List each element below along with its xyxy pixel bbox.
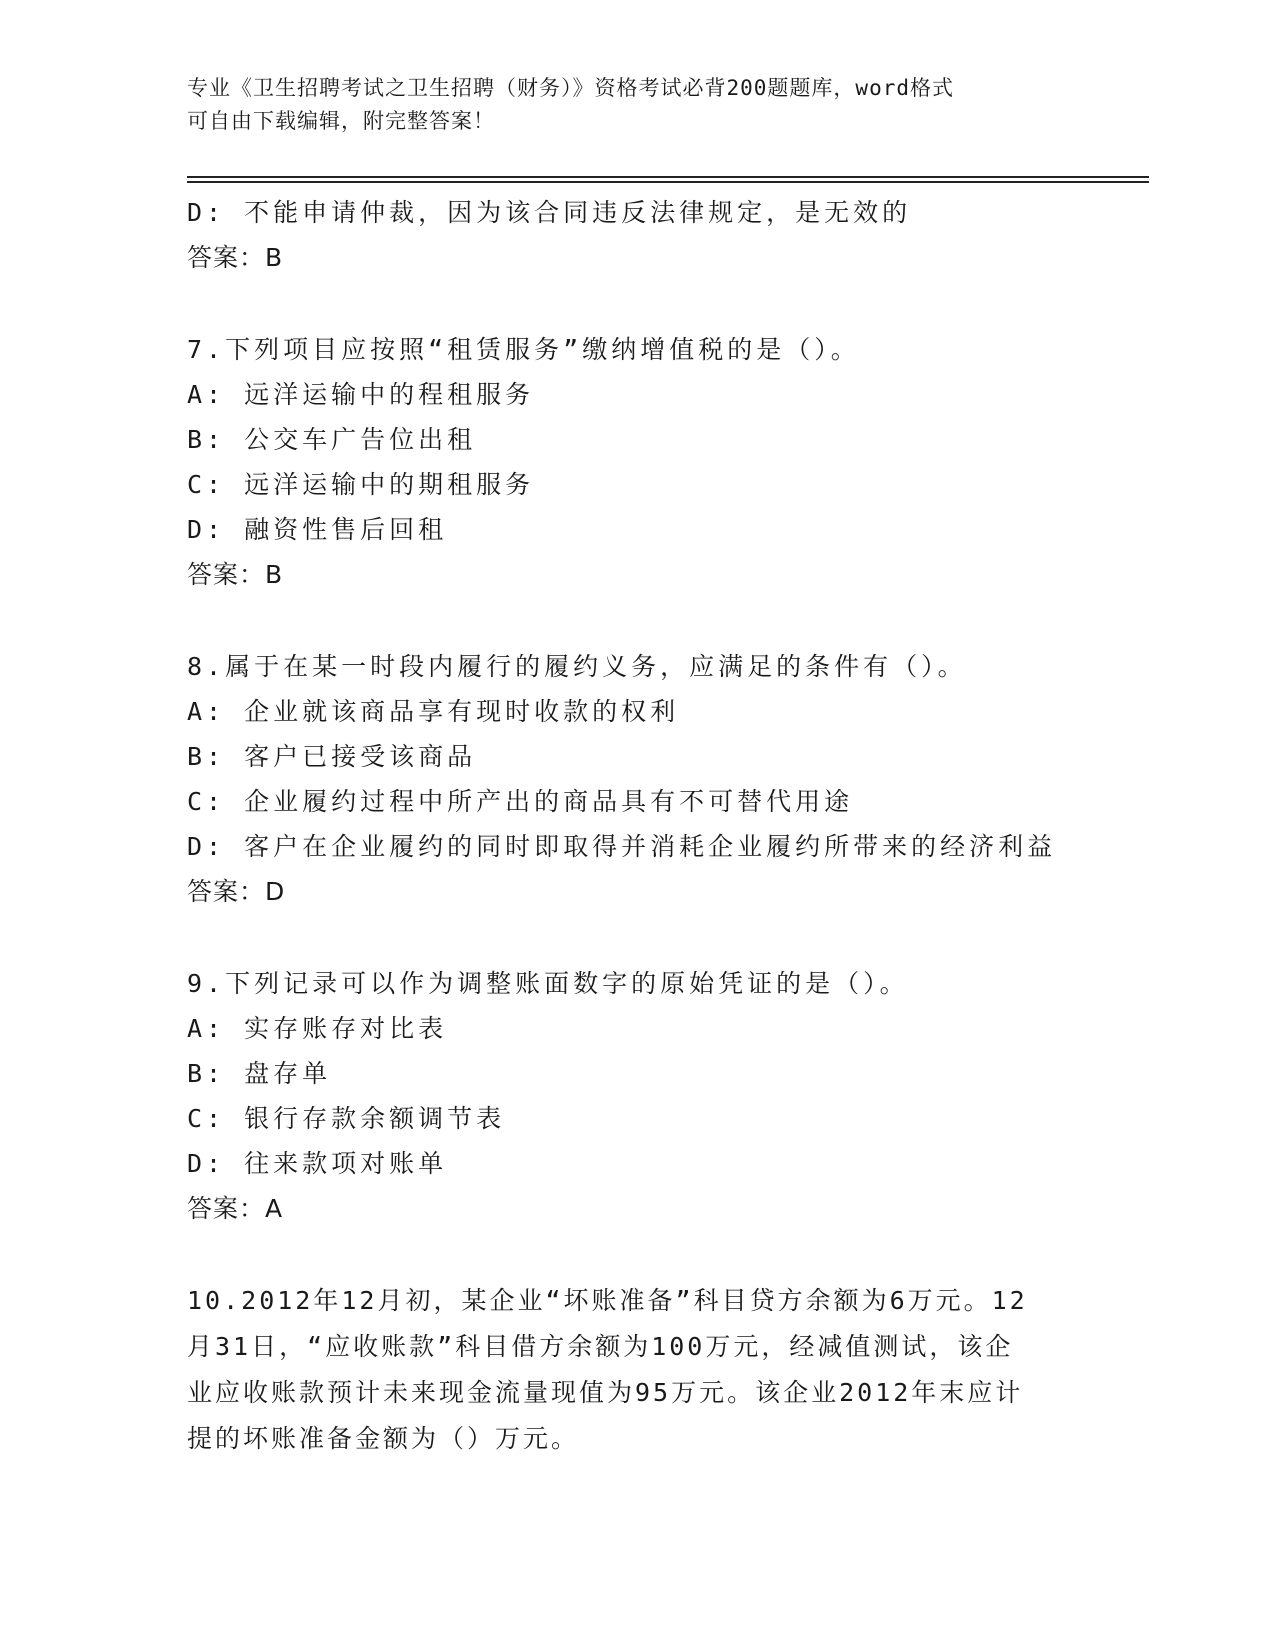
option-d: D: 往来款项对账单 xyxy=(187,1149,448,1178)
option-b: B: 盘存单 xyxy=(187,1059,332,1088)
question-stem: 8.属于在某一时段内履行的履约义务，应满足的条件有（）。 xyxy=(187,652,967,681)
question-6-tail xyxy=(187,190,1087,280)
document-header xyxy=(187,72,1087,138)
question-7 xyxy=(187,327,1087,597)
option-a: A: 远洋运输中的程租服务 xyxy=(187,380,535,409)
question-8 xyxy=(187,644,1087,914)
answer: 答案：D xyxy=(187,877,286,906)
option-b: B: 客户已接受该商品 xyxy=(187,742,477,771)
spacer xyxy=(187,280,1087,327)
question-stem-line-1: 10.2012年12月初，某企业“坏账准备”科目贷方余额为6万元。12 xyxy=(187,1286,1028,1315)
question-stem: 9.下列记录可以作为调整账面数字的原始凭证的是（）。 xyxy=(187,969,909,998)
option-b: B: 公交车广告位出租 xyxy=(187,425,477,454)
question-stem-line-4: 提的坏账准备金额为（）万元。 xyxy=(187,1424,580,1453)
header-divider-top xyxy=(187,176,1149,178)
option-d: D: 融资性售后回租 xyxy=(187,515,448,544)
question-10 xyxy=(187,1278,1067,1462)
option-c: C: 企业履约过程中所产出的商品具有不可替代用途 xyxy=(187,787,854,816)
header-line-2: 可自由下载编辑，附完整答案！ xyxy=(187,109,495,133)
header-line-1: 专业《卫生招聘考试之卫生招聘（财务）》资格考试必背200题题库，word格式 xyxy=(187,76,954,100)
option-d: D: 不能申请仲裁，因为该合同违反法律规定，是无效的 xyxy=(187,198,912,227)
option-d: D: 客户在企业履约的同时即取得并消耗企业履约所带来的经济利益 xyxy=(187,832,1057,861)
question-9 xyxy=(187,961,1087,1231)
header-divider-bottom xyxy=(187,181,1149,183)
spacer xyxy=(187,1231,1087,1278)
option-a: A: 企业就该商品享有现时收款的权利 xyxy=(187,697,680,726)
option-c: C: 远洋运输中的期租服务 xyxy=(187,470,535,499)
option-a: A: 实存账存对比表 xyxy=(187,1014,448,1043)
question-stem-line-2: 月31日，“应收账款”科目借方余额为100万元，经减值测试，该企 xyxy=(187,1332,1014,1361)
question-stem-line-3: 业应收账款预计未来现金流量现值为95万元。该企业2012年末应计 xyxy=(187,1378,1024,1407)
spacer xyxy=(187,914,1087,961)
answer: 答案：A xyxy=(187,1194,284,1223)
question-stem: 7.下列项目应按照“租赁服务”缴纳增值税的是（）。 xyxy=(187,335,860,364)
option-c: C: 银行存款余额调节表 xyxy=(187,1104,506,1133)
answer: 答案：B xyxy=(187,560,284,589)
answer: 答案：B xyxy=(187,243,284,272)
spacer xyxy=(187,597,1087,644)
document-body xyxy=(187,190,1087,1462)
